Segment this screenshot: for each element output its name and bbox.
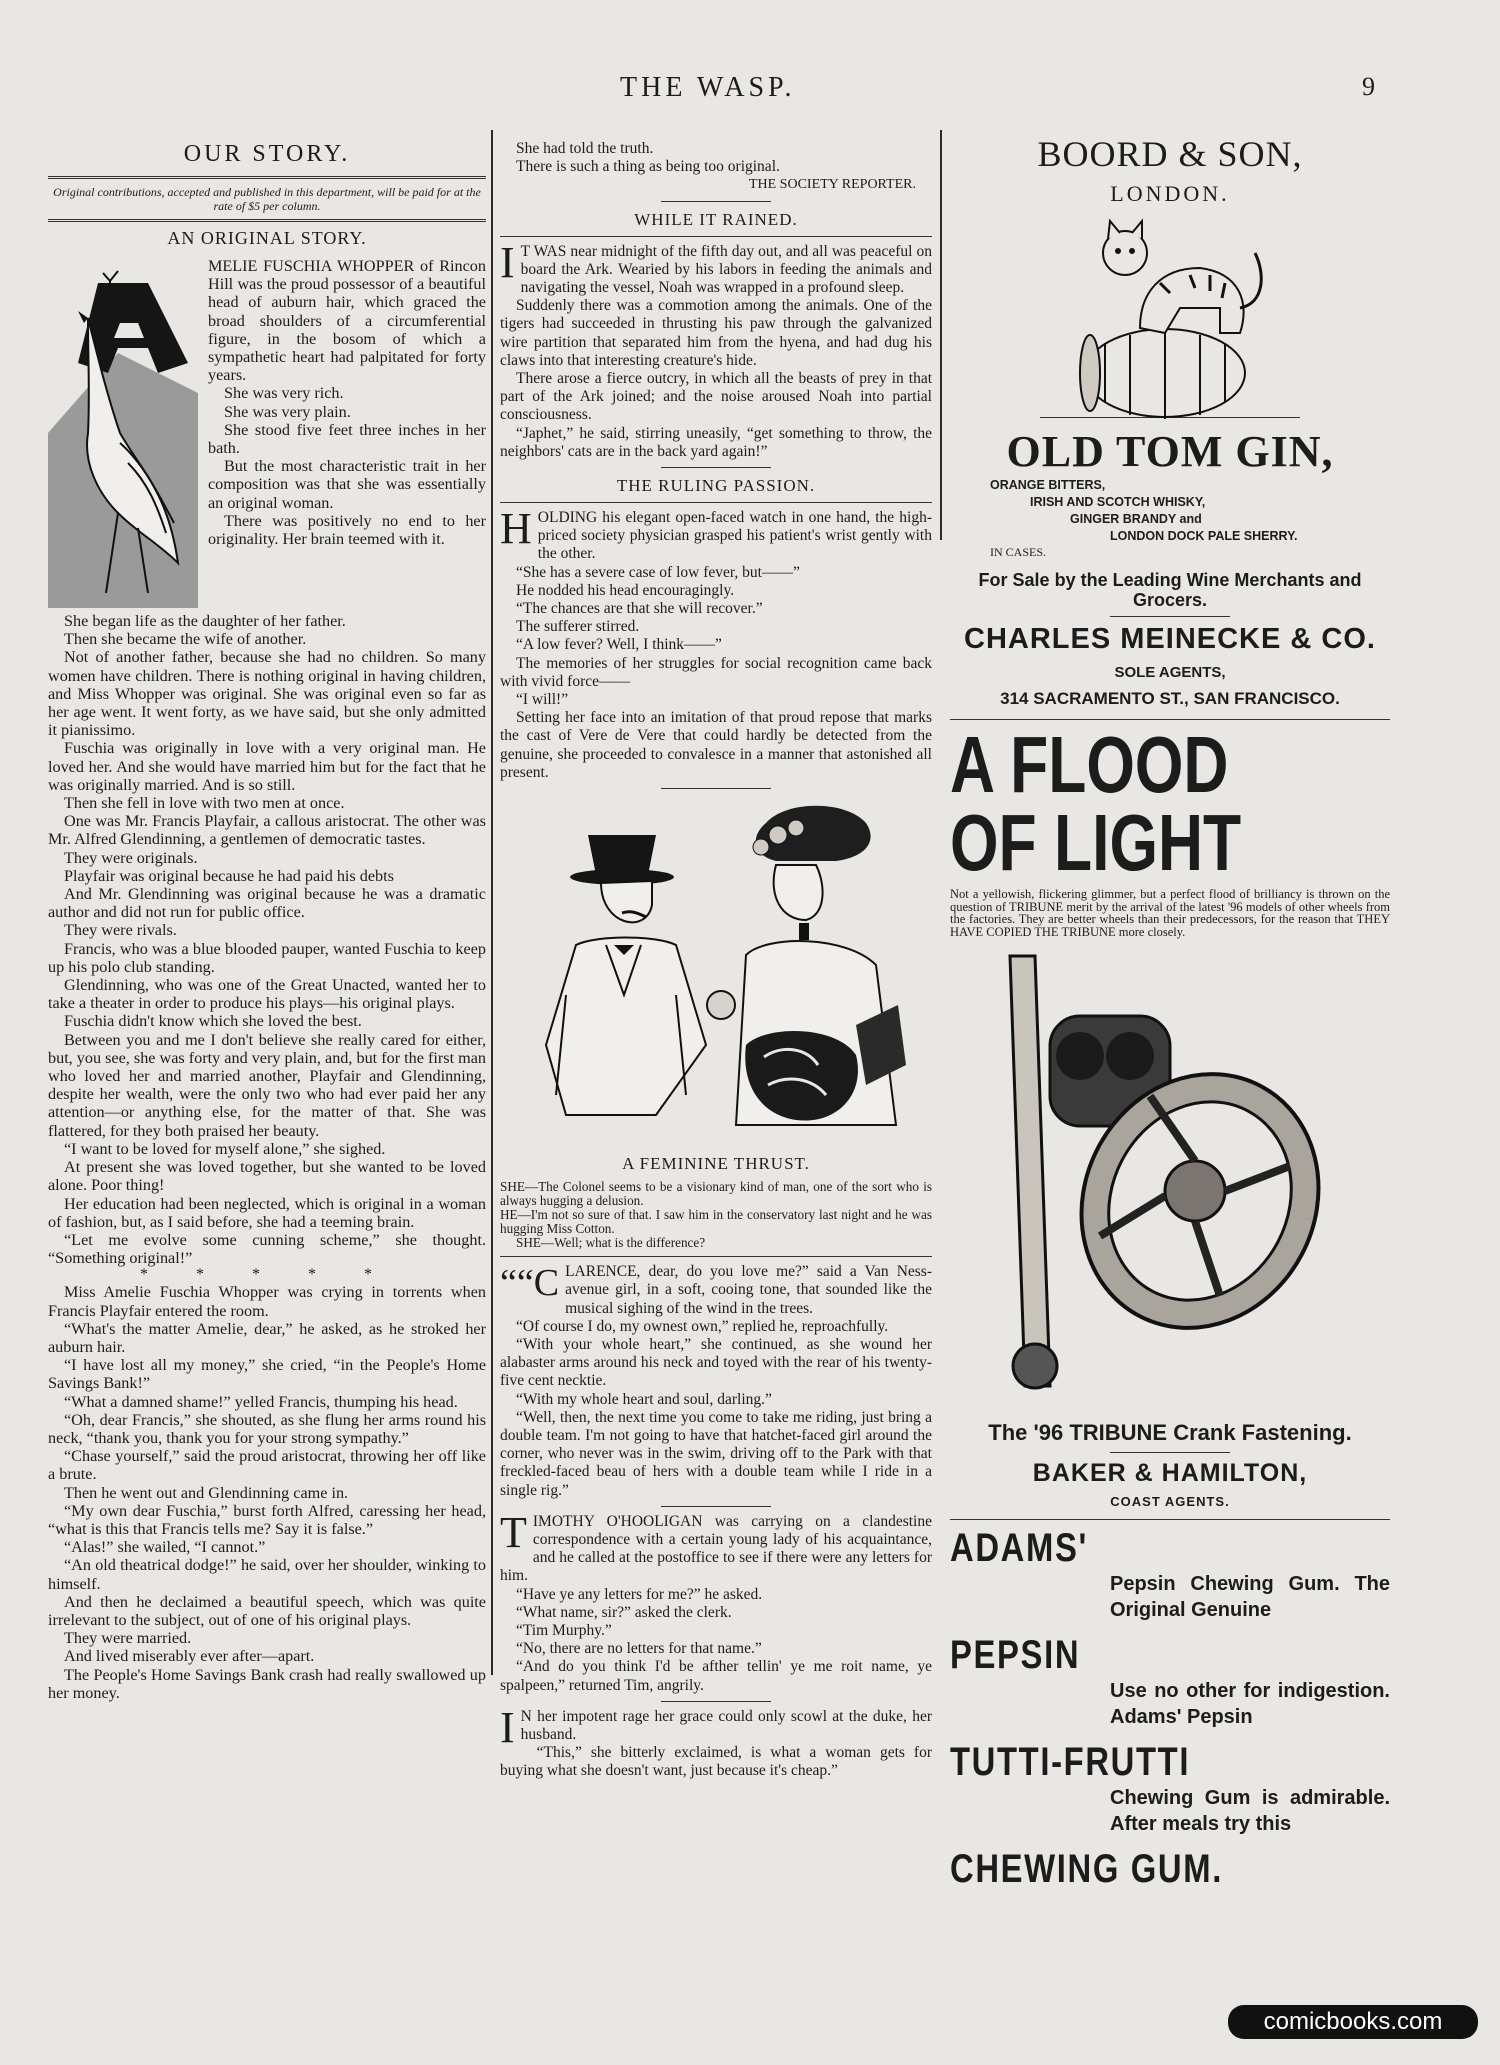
story-paragraph: LARENCE, dear, do you love me?” said a Van Ness-avenue girl, in a soft, cooing tone, that sounded like the musical sighing of the wind in the trees.: [565, 1263, 932, 1317]
story-paragraph: At present she was loved together, but she wanted to be loved alone. Poor thing!: [48, 1158, 486, 1195]
story-paragraph: “I will!”: [516, 691, 569, 709]
story-paragraph: “This,” she bitterly exclaimed, is what a woman gets for buying what she doesn't want, just because it's cheap.”: [500, 1744, 932, 1780]
story-paragraph: Miss Amelie Fuschia Whopper was crying in torrents when Francis Playfair entered the room.: [48, 1283, 486, 1320]
crane-letter-a-icon: [48, 263, 198, 608]
column-one: [48, 135, 486, 1702]
story-paragraph: The memories of her struggles for social recognition came back with vivid force——: [500, 654, 932, 690]
divider: [661, 467, 771, 468]
story-paragraph: OLDING his elegant open-faced watch in one hand, the high-priced society physician grasped his patient's wrist gently with the other.: [537, 509, 932, 563]
ad-sole-agents: SOLE AGENTS,: [1114, 664, 1226, 681]
advertisement-column: [950, 135, 1390, 1892]
ad-crank-caption: The '96 TRIBUNE Crank Fastening.: [988, 1420, 1352, 1445]
story-paragraph: Then she fell in love with two men at once.: [64, 794, 345, 813]
story-paragraph: Playfair was original because he had paid his debts: [64, 866, 394, 885]
story-paragraph: “An old theatrical dodge!” he said, over her shoulder, winking to himself.: [48, 1556, 486, 1593]
story-paragraph: Her education had been neglected, which is original in a woman of fashion, but, as I said before, she had a teeming brain.: [48, 1194, 486, 1231]
story-paragraph: “She has a severe case of low fever, but——”: [516, 563, 800, 581]
ad-adams-text: Chewing Gum is admirable. After meals try this: [1110, 1787, 1390, 1835]
divider: [48, 176, 486, 179]
divider: [661, 201, 771, 202]
story-paragraph: “What a damned shame!” yelled Francis, thumping his head.: [64, 1392, 458, 1411]
cat-on-barrel-illustration: [1070, 213, 1270, 423]
story-paragraph: And lived miserably ever after—apart.: [64, 1647, 315, 1666]
crank-illustration: [990, 946, 1330, 1416]
story-paragraph: Francis, who was a blue blooded pauper, wanted Fuschia to keep up his polo club standing.: [48, 939, 486, 976]
story-paragraph: She began life as the daughter of her father.: [64, 612, 346, 630]
story-paragraph: MELIE FUSCHIA WHOPPER of Rincon Hill was the proud possessor of a beautiful head of auburn hair, which graced the broad shoulders of a circumferential figure, in the bosom of which a sympathetic heart had palpitated for forty years.: [208, 257, 486, 385]
story-paragraph: Setting her face into an imitation of that proud repose that marks the cast of Vere de Vere that could hardly be detected from the genuine, she proceeded to convalesce in a manner that astonished all present.: [500, 709, 932, 781]
story-paragraph: She had told the truth.: [516, 140, 654, 157]
divider: [500, 502, 932, 503]
story-paragraph: And Mr. Glendinning was original because he was a dramatic author and did not run for public office.: [48, 885, 486, 922]
story-paragraph: Then he went out and Glendinning came in.: [64, 1483, 349, 1502]
ad-meinecke: CHARLES MEINECKE & CO.: [964, 623, 1376, 655]
section-break: * * * * *: [140, 1266, 394, 1284]
bicycle-crank-icon: [990, 946, 1330, 1416]
story-paragraph: “With your whole heart,” she continued, as she wound her alabaster arms around his neck and toyed with the rear of his twenty-five cent necktie.: [500, 1335, 932, 1390]
drop-cap-illustration: [48, 263, 198, 608]
story-paragraph: “Tim Murphy.”: [516, 1621, 612, 1639]
drop-cap: T: [500, 1507, 527, 1557]
ad-adams-title: ADAMS': [950, 1526, 1088, 1570]
ad-packaging: IN CASES.: [990, 545, 1047, 559]
story-paragraph: And then he declaimed a beautiful speech, which was quite irrelevant to the subject, out of one of his original plays.: [48, 1592, 486, 1629]
story-paragraph: They were married.: [64, 1629, 192, 1648]
story-paragraph: They were originals.: [64, 848, 198, 867]
ad-product-line: ORANGE BITTERS,: [990, 478, 1106, 492]
ad-pepsin-title: PEPSIN: [950, 1633, 1081, 1677]
story-paragraph: “A low fever? Well, I think——”: [516, 636, 722, 654]
divider: [500, 236, 932, 237]
story-paragraph: Not of another father, because she had no children. So many women have children. There is nothing original in having children, and Miss Whopper was original. She was original even so far as her age went. It went forty, as we have said, but she only admitted it pianissimo.: [48, 648, 486, 740]
couple-cartoon-icon: [506, 795, 926, 1150]
ad-boord-city: LONDON.: [1110, 181, 1230, 206]
divider: [1110, 616, 1230, 617]
watermark-link[interactable]: comicbooks.com: [1228, 2005, 1478, 2039]
ad-gum-title: CHEWING GUM.: [950, 1847, 1223, 1891]
divider: [48, 219, 486, 222]
story-paragraph: Then she became the wife of another.: [64, 630, 307, 649]
story-paragraph: There was positively no end to her originality. Her brain teemed with it.: [208, 511, 486, 549]
ad-product-line: LONDON DOCK PALE SHERRY.: [1110, 529, 1298, 543]
ad-product-line: IRISH AND SCOTCH WHISKY,: [1030, 495, 1206, 509]
story-paragraph: “Alas!” she wailed, “I cannot.”: [64, 1538, 266, 1557]
story-paragraph: “The chances are that she will recover.”: [516, 600, 763, 618]
story-paragraph: There is such a thing as being too original.: [516, 158, 780, 176]
story-paragraph: “Of course I do, my ownest own,” replied he, reproachfully.: [516, 1317, 889, 1335]
column-divider: [491, 130, 493, 1675]
ad-old-tom-gin: OLD TOM GIN,: [1006, 427, 1334, 476]
ad-adams-text: Pepsin Chewing Gum. The Original Genuine: [1110, 1573, 1390, 1621]
page-number: 9: [1362, 72, 1375, 101]
ad-baker-hamilton: BAKER & HAMILTON,: [1032, 1459, 1308, 1487]
divider: [661, 1506, 771, 1507]
story-paragraph: They were rivals.: [64, 921, 177, 940]
running-header: [0, 72, 1500, 108]
divider: [661, 788, 771, 789]
story-paragraph: There arose a fierce outcry, in which all the beasts of prey in that part of the Ark joined; and the noise aroused Noah into partial consciousness.: [500, 370, 932, 424]
drop-cap: I: [500, 1702, 515, 1752]
story-title: AN ORIGINAL STORY.: [167, 228, 367, 248]
story-paragraph: T WAS near midnight of the fifth day out, and all was peaceful on board the Ark. Wearied by his labors in feeding the animals and navigating the vessel, Noah was wrapped in a profound sleep.: [520, 242, 932, 297]
byline: THE SOCIETY REPORTER.: [748, 177, 916, 193]
page-title: THE WASP.: [620, 72, 796, 103]
ad-coast-agents: COAST AGENTS.: [1110, 1494, 1230, 1509]
story-paragraph: But the most characteristic trait in her composition was that she was essentially an original woman.: [208, 457, 486, 512]
story-paragraph: The People's Home Savings Bank crash had really swallowed up her money.: [48, 1665, 486, 1702]
ad-tutti-title: TUTTI-FRUTTI: [950, 1740, 1191, 1784]
divider: [950, 1519, 1390, 1520]
story-paragraph: “Well, then, the next time you come to take me riding, just bring a double team. I'm not going to have that hatchet-faced girl around the corner, who never was in the swim, driving off to the Park with that freckled-faced beau of hers with a double team while I ride in a single rig.”: [500, 1408, 932, 1499]
story-paragraph: “No, there are no letters for that name.”: [516, 1640, 762, 1658]
section-heading: THE RULING PASSION.: [616, 476, 816, 496]
ad-boord-title: BOORD & SON,: [1037, 134, 1303, 174]
story-paragraph: “With my whole heart and soul, darling.”: [516, 1390, 772, 1408]
ad-address: 314 SACRAMENTO ST., SAN FRANCISCO.: [1000, 689, 1340, 708]
ad-adams-text: Use no other for indigestion. Adams' Pepsin: [1110, 1680, 1390, 1728]
story-paragraph: Glendinning, who was one of the Great Unacted, wanted her to take a theater in order to produce his plays—his original plays.: [48, 976, 486, 1013]
cartoon-dialog: SHE—The Colonel seems to be a visionary kind of man, one of the sort who is always hugging a delusion.: [500, 1179, 932, 1209]
cartoon-dialog: HE—I'm not so sure of that. I saw him in the conservatory last night and he was hugging Miss Cotton.: [500, 1207, 932, 1237]
drop-cap: I: [500, 237, 515, 287]
section-heading: OUR STORY.: [183, 141, 351, 167]
story-paragraph: “What's the matter Amelie, dear,” he asked, as he stroked her auburn hair.: [48, 1319, 486, 1356]
story-paragraph: “Chase yourself,” said the proud aristocrat, throwing her off like a brute.: [48, 1447, 486, 1484]
ad-flood-text: Not a yellowish, flickering glimmer, but a perfect flood of brilliancy is thrown on the question of TRIBUNE merit by the arrival of the latest '96 models of other wheels from the factories. They are better wheels than their predecessors, for the reason that THEY HAVE COPIED THE TRIBUNE more closely.: [950, 887, 1390, 939]
story-paragraph: Between you and me I don't believe she really cared for either, but, you see, she was forty and very plain, and, but for the first man who loved her and married another, Playfair and Glendinning, despite her wealth, were the only two who had ever paid her any attention—or anything else, for the matter of that. She was flattered, for they both praised her beauty.: [48, 1030, 486, 1140]
divider: [1110, 1452, 1230, 1453]
ad-flood-title: OF LIGHT: [950, 798, 1242, 887]
story-paragraph: “I have lost all my money,” she cried, “in the People's Home Savings Bank!”: [48, 1356, 486, 1393]
story-paragraph: She was very plain.: [224, 402, 351, 421]
story-paragraph: Fuschia was originally in love with a very original man. He loved her. And she would have married him but for the fact that he was originally married. And is so still.: [48, 739, 486, 794]
drop-cap: ““C: [500, 1262, 560, 1305]
column-divider: [940, 130, 942, 540]
story-paragraph: Suddenly there was a commotion among the animals. One of the tigers had succeeded in thrusting his paw through the galvanized wire partition that separated him from the hyena, and had dug his claws into that interesting creature's hide.: [500, 297, 932, 369]
story-paragraph: IMOTHY O'HOOLIGAN was carrying on a clandestine correspondence with a certain young lady of his acquaintance, and he called at the postoffice to see if there were any letters for him.: [500, 1512, 932, 1585]
cartoon-illustration: [506, 795, 926, 1150]
ad-product-line: GINGER BRANDY and: [1070, 512, 1202, 526]
story-paragraph: One was Mr. Francis Playfair, a callous aristocrat. The other was Mr. Alfred Glendinning, a gentlemen of democratic tastes.: [48, 812, 486, 849]
story-paragraph: N her impotent rage her grace could only scowl at the duke, her husband.: [520, 1707, 932, 1743]
section-heading: WHILE IT RAINED.: [634, 209, 798, 229]
cartoon-caption: A FEMININE THRUST.: [622, 1154, 810, 1174]
story-paragraph: She stood five feet three inches in her bath.: [208, 420, 486, 458]
story-paragraph: “Japhet,” he said, stirring uneasily, “get something to throw, the neighbors' cats are in the back yard again!”: [500, 424, 932, 460]
divider: [661, 1701, 771, 1702]
story-paragraph: “Have ye any letters for me?” he asked.: [516, 1585, 763, 1603]
ad-flood-title: A FLOOD: [950, 720, 1229, 809]
story-paragraph: She was very rich.: [224, 384, 344, 403]
story-paragraph: The sufferer stirred.: [516, 618, 640, 636]
story-paragraph: “And do you think I'd be afther tellin' ye me roit name, ye spalpeen,” returned Tim, angrily.: [500, 1658, 932, 1694]
story-paragraph: He nodded his head encouragingly.: [516, 581, 735, 599]
story-paragraph: Fuschia didn't know which she loved the best.: [64, 1012, 362, 1031]
contribution-note: Original contributions, accepted and published in this department, will be paid for at the rate of $5 per column.: [53, 185, 481, 213]
story-paragraph: “My own dear Fuschia,” burst forth Alfred, caressing her head, “what is this that Francis tells me? Say it is false.”: [48, 1501, 486, 1538]
story-paragraph: “Let me evolve some cunning scheme,” she thought. “Something original!”: [48, 1230, 486, 1268]
cartoon-dialog: SHE—Well; what is the difference?: [516, 1235, 706, 1251]
story-paragraph: “Oh, dear Francis,” she shouted, as she flung her arms round his neck, “thank you, thank you for your strong sympathy.”: [48, 1410, 486, 1447]
drop-cap: H: [500, 504, 532, 554]
ad-for-sale: For Sale by the Leading Wine Merchants and Grocers.: [978, 570, 1362, 610]
column-two: [500, 140, 932, 1781]
story-paragraph: “I want to be loved for myself alone,” she sighed.: [64, 1139, 386, 1158]
cat-barrel-icon: [1070, 213, 1270, 423]
divider: [500, 1256, 932, 1257]
story-paragraph: “What name, sir?” asked the clerk.: [516, 1603, 732, 1621]
